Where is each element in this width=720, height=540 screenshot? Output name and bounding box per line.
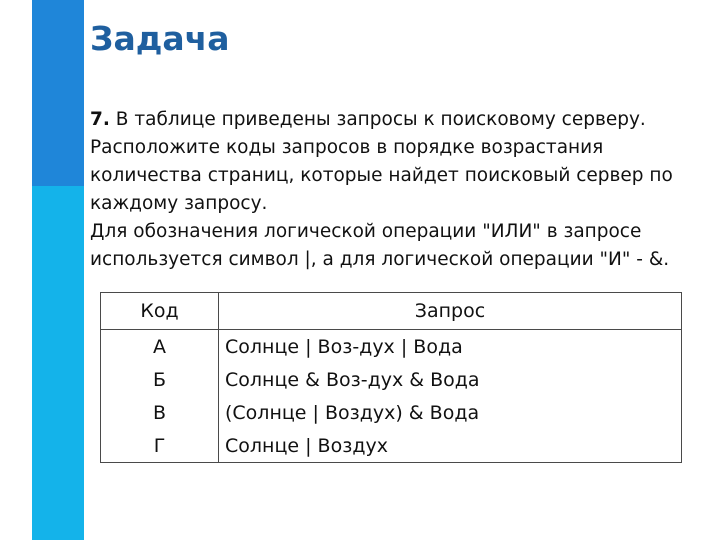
table-row — [101, 363, 682, 396]
side-accent-bar-top — [32, 0, 84, 186]
table-row — [101, 330, 682, 364]
table-header-row — [101, 293, 682, 330]
task-line: количества страниц, которые найдет поисковый сервер по — [90, 165, 673, 186]
column-header-code: Код — [101, 293, 219, 330]
cell-code: А — [101, 330, 219, 364]
cell-code: Г — [101, 429, 219, 463]
task-line: Для обозначения логической операции "ИЛИ" в запросе — [90, 221, 642, 242]
cell-query: (Солнце | Воздух) & Вода — [219, 396, 682, 429]
task-number: 7. — [90, 109, 110, 130]
table-row — [101, 396, 682, 429]
cell-code: Б — [101, 363, 219, 396]
task-line: используется символ |, а для логической операции "И" - &. — [90, 249, 670, 270]
column-header-query: Запрос — [219, 293, 682, 330]
slide-title: Задача — [90, 19, 230, 58]
cell-code: В — [101, 396, 219, 429]
cell-query: Солнце | Воз-дух | Вода — [219, 330, 682, 364]
table-row — [101, 429, 682, 463]
queries-table — [100, 292, 682, 463]
side-accent-bar — [32, 0, 84, 540]
task-text — [90, 106, 710, 274]
task-line: Расположите коды запросов в порядке возрастания — [90, 137, 604, 158]
task-line: каждому запросу. — [90, 193, 268, 214]
task-line: 7. В таблице приведены запросы к поисковому серверу. — [90, 109, 646, 130]
side-accent-bar-bottom — [32, 186, 84, 540]
cell-query: Солнце & Воз-дух & Вода — [219, 363, 682, 396]
cell-query: Солнце | Воздух — [219, 429, 682, 463]
